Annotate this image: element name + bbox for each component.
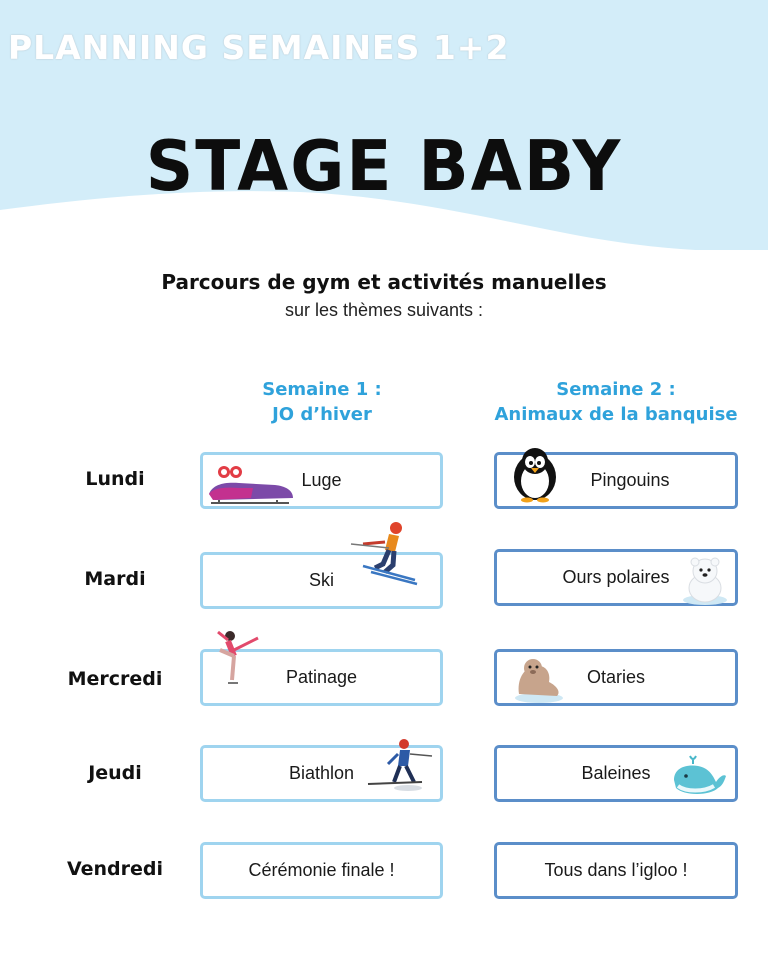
- subtitle-bold: Parcours de gym et activités manuelles: [161, 270, 607, 294]
- activity-label: Ski: [308, 570, 334, 590]
- seal-icon: [513, 656, 565, 704]
- week1-heading-line1: Semaine 1 :: [262, 379, 382, 400]
- polar-bear-icon: [682, 556, 728, 606]
- week1-heading: [200, 377, 444, 427]
- activity-label: Luge: [301, 470, 342, 490]
- activity-label: Ours polaires: [562, 567, 670, 587]
- activity-label: Baleines: [581, 763, 651, 783]
- activity-label: Tous dans l’igloo !: [544, 860, 688, 880]
- week2-heading-line2: Animaux de la banquise: [494, 404, 738, 425]
- biathlete-icon: [364, 738, 436, 796]
- penguin-icon: [510, 445, 560, 503]
- day-label-mercredi: Mercredi: [67, 668, 163, 690]
- activity-box-week2-vendredi: [494, 842, 738, 899]
- day-label-mardi: Mardi: [84, 568, 146, 590]
- figure-skater-icon: [214, 628, 264, 690]
- subtitle-regular: sur les thèmes suivants :: [284, 300, 484, 320]
- whale-icon: [670, 752, 728, 800]
- day-label-vendredi: Vendredi: [66, 858, 164, 880]
- activity-label: Patinage: [285, 667, 358, 687]
- activity-label: Cérémonie finale !: [248, 860, 395, 880]
- week2-heading-line1: Semaine 2 :: [556, 379, 676, 400]
- activity-label: Biathlon: [288, 763, 355, 783]
- week2-heading: [470, 377, 762, 427]
- planning-title: PLANNING SEMAINES 1+2: [8, 28, 510, 67]
- skier-icon: [349, 520, 421, 586]
- page-title: STAGE BABY: [145, 126, 623, 207]
- week1-heading-line2: JO d’hiver: [272, 404, 372, 425]
- activity-box-week1-vendredi: [200, 842, 443, 899]
- activity-label: Otaries: [586, 667, 646, 687]
- day-label-lundi: Lundi: [85, 468, 145, 490]
- day-label-jeudi: Jeudi: [88, 762, 142, 784]
- bobsled-icon: [205, 462, 297, 512]
- activity-label: Pingouins: [590, 470, 670, 490]
